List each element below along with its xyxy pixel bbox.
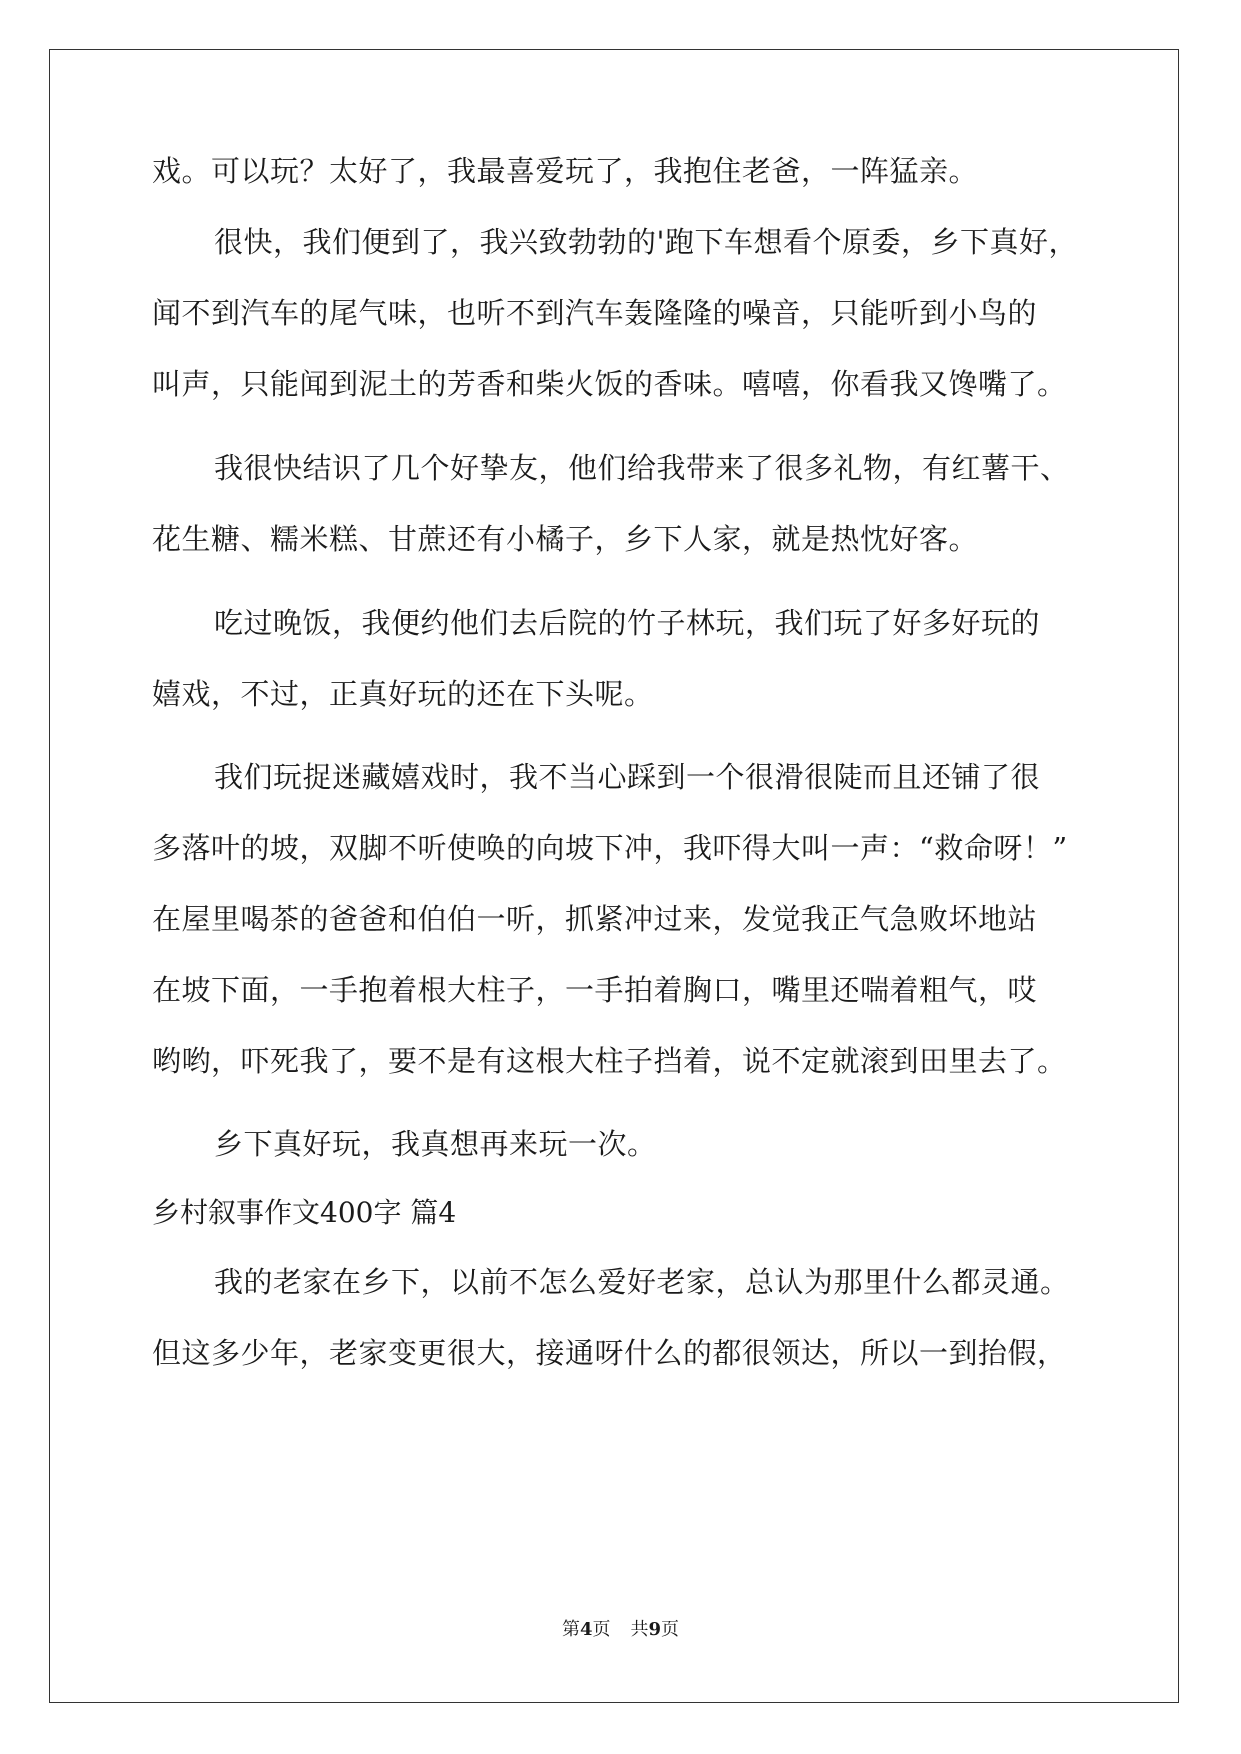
paragraph-line: 我很快结识了几个好挚友，他们给我带来了很多礼物，有红薯干、	[214, 451, 1070, 485]
paragraph-line: 哟哟，吓死我了，要不是有这根大柱子挡着，说不定就滚到田里去了。	[152, 1044, 1067, 1078]
paragraph-line: 叫声，只能闻到泥土的芳香和柴火饭的香味。嘻嘻，你看我又馋嘴了。	[152, 367, 1067, 401]
paragraph-line: 嬉戏，不过，正真好玩的还在下头呢。	[152, 677, 654, 711]
footer-total-prefix: 共	[630, 1619, 649, 1640]
paragraph-line: 闻不到汽车的尾气味，也听不到汽车轰隆隆的噪音，只能听到小鸟的	[152, 296, 1038, 330]
paragraph-line: 多落叶的坡，双脚不听使唤的向坡下冲，我吓得大叫一声：“救命呀！”	[152, 831, 1068, 865]
paragraph-line: 戏。可以玩？太好了，我最喜爱玩了，我抱住老爸，一阵猛亲。	[152, 154, 979, 188]
paragraph-line: 乡下真好玩，我真想再来玩一次。	[214, 1127, 657, 1161]
footer-page-current: 4	[579, 1619, 593, 1640]
paragraph-line: 但这多少年，老家变更很大，接通呀什么的都很领达，所以一到抬假，	[152, 1336, 1067, 1370]
page-footer	[0, 1618, 1241, 1642]
paragraph-line: 花生糖、糯米糕、甘蔗还有小橘子，乡下人家，就是热忱好客。	[152, 522, 979, 556]
paragraph-line: 我的老家在乡下，以前不怎么爱好老家，总认为那里什么都灵通。	[214, 1265, 1070, 1299]
footer-page-suffix: 页	[592, 1619, 611, 1640]
paragraph-line: 很快，我们便到了，我兴致勃勃的'跑下车想看个原委，乡下真好，	[214, 225, 1078, 259]
footer-page-total: 9	[648, 1619, 662, 1640]
footer-total-suffix: 页	[661, 1619, 680, 1640]
paragraph-line: 在坡下面，一手抱着根大柱子，一手拍着胸口，嘴里还喘着粗气，哎	[152, 973, 1038, 1007]
footer-page-prefix: 第	[561, 1619, 580, 1640]
section-heading: 乡村叙事作文400字 篇4	[152, 1196, 457, 1229]
paragraph-line: 在屋里喝茶的爸爸和伯伯一听，抓紧冲过来，发觉我正气急败坏地站	[152, 902, 1038, 936]
paragraph-line: 吃过晚饭，我便约他们去后院的竹子林玩，我们玩了好多好玩的	[214, 606, 1041, 640]
paragraph-line: 我们玩捉迷藏嬉戏时，我不当心踩到一个很滑很陡而且还铺了很	[214, 760, 1041, 794]
